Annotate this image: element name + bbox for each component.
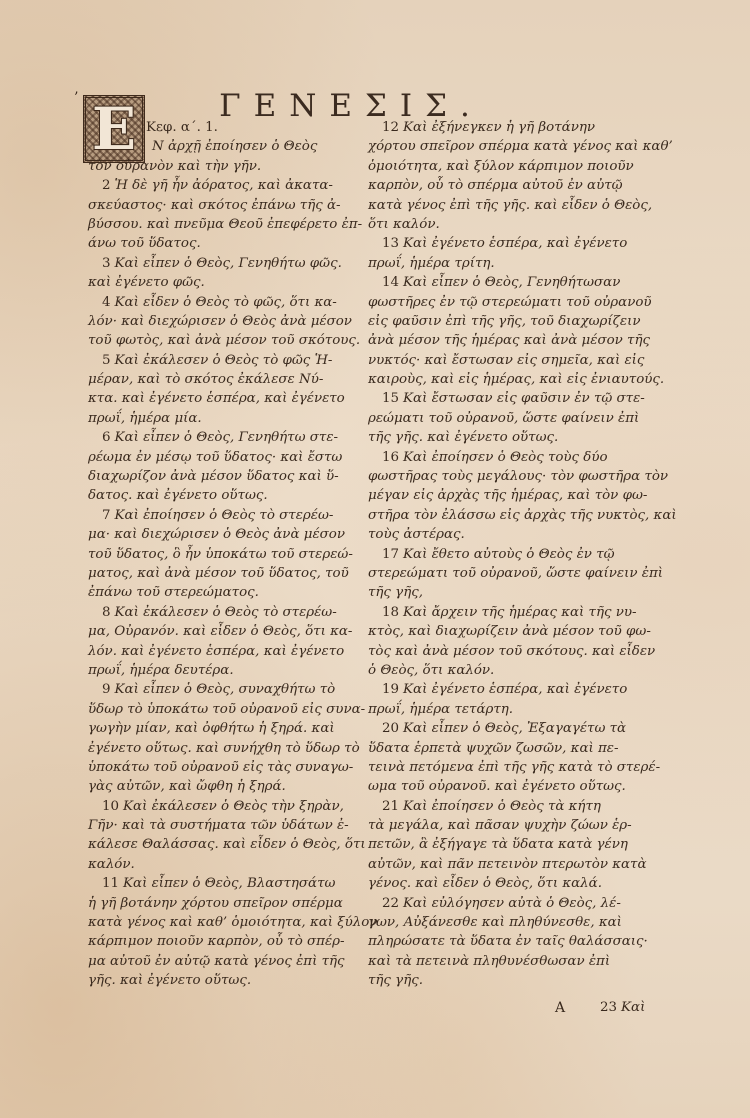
verse-text: Καὶ ἐποίησεν ὁ Θεὸς τοὺς δύο: [403, 449, 608, 465]
verse-number: 17: [382, 546, 400, 562]
verse-text: στερεώματι τοῦ οὐρανοῦ, ὥστε φαίνειν ἐπὶ: [368, 565, 663, 581]
text-line: [88, 603, 368, 622]
verse-text: γωγὴν μίαν, καὶ ὀφθήτω ἡ ξηρά. καὶ: [88, 721, 335, 737]
text-line: [88, 157, 368, 176]
verse-text: Καὶ εἶπεν ὁ Θεὸς, Γενηθήτω στε-: [114, 430, 339, 446]
text-line: [88, 389, 368, 408]
text-line: [88, 700, 368, 719]
text-line: [368, 409, 658, 428]
verse-text: Καὶ ἔθετο αὐτοὺς ὁ Θεὸς ἐν τῷ: [403, 546, 615, 562]
left-column: [88, 120, 378, 991]
text-line: [88, 273, 368, 292]
verse-text: Καὶ ἔστωσαν εἰς φαῦσιν ἐν τῷ στε-: [403, 391, 645, 407]
text-line: [368, 583, 658, 602]
verse-text: τοὺς ἀστέρας.: [368, 527, 465, 543]
text-line: [368, 467, 669, 486]
verse-text: τῆς γῆς.: [368, 973, 423, 989]
text-line: [368, 506, 677, 525]
verse-text: τὸς καὶ ἀνὰ μέσον τοῦ σκότους. καὶ εἶδεν: [368, 643, 656, 659]
verse-text: γὰς αὐτῶν, καὶ ὤφθη ἡ ξηρά.: [88, 779, 286, 795]
verse-text: κάρπιμον ποιοῦν καρπὸν, οὗ τὸ σπέρ-: [88, 934, 345, 950]
text-line: [368, 176, 658, 195]
text-line: [88, 331, 368, 350]
verse-text: ἡ γῆ βοτάνην χόρτου σπεῖρον σπέρμα: [88, 895, 343, 911]
verse-text: Καὶ ἐποίησεν ὁ Θεὸς τὸ στερέω-: [114, 507, 334, 523]
printer-mark: ’: [74, 90, 79, 106]
text-line: [88, 622, 368, 641]
text-line: [88, 312, 368, 331]
text-line: [88, 739, 368, 758]
right-column: [368, 118, 677, 991]
text-line: [368, 700, 658, 719]
verse-text: κτα. καὶ ἐγένετο ἑσπέρα, καὶ ἐγένετο: [88, 391, 345, 407]
text-line: [88, 234, 368, 253]
verse-text: μέγαν εἰς ἀρχὰς τῆς ἡμέρας, καὶ τὸν φω-: [368, 488, 648, 504]
verse-number: 13: [382, 236, 400, 252]
text-line: [88, 506, 368, 525]
chapter-heading: Κεφ. α΄. 1.: [146, 120, 218, 135]
verse-number: 18: [382, 604, 400, 620]
text-line: [88, 952, 368, 971]
text-line: [368, 719, 658, 738]
verse-number: 12: [382, 120, 400, 135]
verse-text: Καὶ ἐκάλεσεν ὁ Θεὸς τὴν ξηρὰν,: [123, 798, 344, 814]
verse-text: στῆρα τὸν ἐλάσσω εἰς ἀρχὰς τῆς νυκτὸς, καὶ: [368, 507, 677, 523]
verse-text: δατος. καὶ ἐγένετο οὕτως.: [88, 488, 268, 504]
verse-number: 3: [102, 255, 111, 271]
text-line: [368, 855, 658, 874]
verse-text: ρεώματι τοῦ οὐρανοῦ, ὥστε φαίνειν ἐπὶ: [368, 410, 640, 426]
verse-text: κτὸς, καὶ διαχωρίζειν ἀνὰ μέσον τοῦ φω-: [368, 624, 651, 640]
text-line: [88, 525, 368, 544]
text-line: [368, 370, 665, 389]
verse-text: γων, Αὐξάνεσθε καὶ πληθύνεσθε, καὶ: [368, 915, 622, 931]
verse-text: Γῆν· καὶ τὰ συστήματα τῶν ὑδάτων ἐ-: [88, 818, 349, 834]
text-line: [368, 642, 658, 661]
text-line: [88, 564, 368, 583]
text-line: [368, 428, 658, 447]
text-line: [88, 816, 368, 835]
text-line: [368, 312, 658, 331]
text-line: [368, 758, 661, 777]
verse-text: μέραν, καὶ τὸ σκότος ἐκάλεσε Νύ-: [88, 372, 324, 388]
verse-text: Καὶ εἶπεν ὁ Θεὸς, συναχθήτω τὸ: [114, 682, 336, 698]
text-line: [88, 642, 368, 661]
verse-text: φωστῆρας τοὺς μεγάλους· τὸν φωστῆρα τὸν: [368, 469, 669, 485]
text-line: [368, 331, 658, 350]
text-line: [88, 176, 368, 195]
right-column-lines: [368, 118, 677, 991]
verse-number: 19: [382, 682, 400, 698]
text-line: [88, 874, 368, 893]
verse-text: γῆς. καὶ ἐγένετο οὕτως.: [88, 973, 252, 989]
verse-text: ὕδωρ τὸ ὑποκάτω τοῦ οὐρανοῦ εἰς συνα-: [88, 701, 366, 717]
verse-text: εἰς φαῦσιν ἐπὶ τῆς γῆς, τοῦ διαχωρίζειν: [368, 313, 641, 329]
verse-text: τῆς γῆς. καὶ ἐγένετο οὕτως.: [368, 430, 559, 446]
text-line: [88, 971, 368, 990]
verse-number: 6: [102, 430, 111, 446]
verse-text: ἐπάνω τοῦ στερεώματος.: [88, 585, 259, 601]
text-line: [368, 215, 658, 234]
verse-text: βύσσου. καὶ πνεῦμα Θεοῦ ἐπεφέρετο ἐπ-: [88, 216, 363, 232]
text-line: [88, 467, 368, 486]
text-line: [368, 564, 663, 583]
text-line: [88, 719, 368, 738]
verse-text: Καὶ εἶπεν ὁ Θεὸς, Γενηθήτω φῶς.: [114, 255, 342, 271]
verse-text: νυκτός· καὶ ἔστωσαν εἰς σημεῖα, καὶ εἰς: [368, 352, 645, 368]
verse-number: 4: [102, 294, 111, 310]
verse-text: ἐγένετο οὕτως. καὶ συνήχθη τὸ ὕδωρ τὸ: [88, 740, 360, 756]
verse-text: Καὶ ἐκάλεσεν ὁ Θεὸς τὸ στερέω-: [114, 604, 337, 620]
verse-text: Καὶ ἐγένετο ἑσπέρα, καὶ ἐγένετο: [403, 682, 628, 698]
text-line: [368, 797, 658, 816]
verse-text: τεινὰ πετόμενα ἐπὶ τῆς γῆς κατὰ τὸ στερέ-: [368, 759, 661, 775]
verse-text: λόν. καὶ ἐγένετο ἑσπέρα, καὶ ἐγένετο: [88, 643, 345, 659]
verse-text: πετῶν, ἃ ἐξήγαγε τὰ ὕδατα κατὰ γένη: [368, 837, 628, 853]
text-line: [88, 758, 368, 777]
verse-text: Καὶ εἶπεν ὁ Θεὸς, Ἐξαγαγέτω τὰ: [403, 721, 627, 737]
verse-text: Ν ἀρχῇ ἐποίησεν ὁ Θεὸς: [152, 139, 318, 155]
verse-number: 11: [102, 876, 120, 892]
verse-number: 7: [102, 507, 111, 523]
text-line: [88, 545, 368, 564]
text-line: [88, 409, 368, 428]
verse-text: σκεύαστος· καὶ σκότος ἐπάνω τῆς ἀ-: [88, 197, 341, 213]
verse-text: ματος, καὶ ἀνὰ μέσον τοῦ ὕδατος, τοῦ: [88, 565, 349, 581]
text-line: [368, 913, 658, 932]
verse-text: τὸν οὐρανὸν καὶ τὴν γῆν.: [88, 158, 262, 174]
verse-text: καὶ ἐγένετο φῶς.: [88, 275, 205, 291]
verse-number: 2: [102, 178, 111, 194]
verse-text: τοῦ ὕδατος, ὃ ἦν ὑποκάτω τοῦ στερεώ-: [88, 546, 353, 562]
verse-text: άνω τοῦ ὕδατος.: [88, 236, 201, 252]
verse-text: Καὶ εἶδεν ὁ Θεὸς τὸ φῶς, ὅτι κα-: [114, 294, 337, 310]
text-line: [368, 273, 658, 292]
verse-text: ωμα τοῦ οὐρανοῦ. καὶ ἐγένετο οὕτως.: [368, 779, 626, 795]
text-line: [368, 254, 658, 273]
verse-number: 5: [102, 352, 111, 368]
text-line: [368, 118, 658, 137]
text-line: [368, 739, 658, 758]
text-line: [88, 370, 368, 389]
verse-text: Καὶ εἶπεν ὁ Θεὸς, Βλαστησάτω: [123, 876, 336, 892]
verse-text: Καὶ ἐκάλεσεν ὁ Θεὸς τὸ φῶς Ἡ-: [114, 352, 333, 368]
text-line: [88, 913, 378, 932]
verse-text: Καὶ ἐγένετο ἑσπέρα, καὶ ἐγένετο: [403, 236, 628, 252]
text-line: [88, 448, 368, 467]
verse-text: ὕδατα ἑρπετὰ ψυχῶν ζωσῶν, καὶ πε-: [368, 740, 619, 756]
verse-number: 15: [382, 391, 400, 407]
text-line: [368, 777, 658, 796]
verse-text: ὑποκάτω τοῦ οὐρανοῦ εἰς τὰς συναγω-: [88, 759, 354, 775]
text-line: [368, 234, 658, 253]
verse-text: μα αὐτοῦ ἐν αὐτῷ κατὰ γένος ἐπὶ τῆς: [88, 953, 345, 969]
text-line: [88, 661, 368, 680]
text-line: [88, 777, 368, 796]
verse-text: ρέωμα ἐν μέσῳ τοῦ ὕδατος· καὶ ἔστω: [88, 449, 343, 465]
verse-text: ὅτι καλόν.: [368, 216, 440, 232]
text-line: [368, 389, 658, 408]
verse-number: 14: [382, 275, 400, 291]
verse-number: 9: [102, 682, 111, 698]
text-line: [88, 855, 368, 874]
text-line: [368, 545, 658, 564]
text-line: [368, 622, 658, 641]
text-line: [88, 894, 368, 913]
verse-text: καιροὺς, καὶ εἰς ἡμέρας, καὶ εἰς ἐνιαυτούς.: [368, 372, 665, 388]
verse-text: ὁμοιότητα, καὶ ξύλον κάρπιμον ποιοῦν: [368, 158, 634, 174]
text-line: [88, 293, 368, 312]
verse-text: λόν· καὶ διεχώρισεν ὁ Θεὸς ἀνὰ μέσον: [88, 313, 352, 329]
verse-text: Καὶ ἐξήνεγκεν ἡ γῆ βοτάνην: [403, 120, 595, 135]
verse-number: 22: [382, 895, 400, 911]
verse-number: 10: [102, 798, 120, 814]
text-line: [368, 816, 658, 835]
verse-text: καρπὸν, οὗ τὸ σπέρμα αὐτοῦ ἐν αὐτῷ: [368, 178, 623, 194]
text-line: [368, 351, 658, 370]
verse-number: 21: [382, 798, 400, 814]
verse-text: πληρώσατε τὰ ὕδατα ἐν ταῖς θαλάσσαις·: [368, 934, 648, 950]
text-line: [88, 428, 368, 447]
catchword-word: Καὶ: [621, 1000, 646, 1015]
text-line: [368, 971, 658, 990]
text-line: [368, 932, 658, 951]
verse-text: ἀνὰ μέσον τῆς ἡμέρας καὶ ἀνὰ μέσον τῆς: [368, 333, 650, 349]
verse-text: διαχωρίζον ἀνὰ μέσον ὕδατος καὶ ὕ-: [88, 469, 339, 485]
verse-text: τὰ μεγάλα, καὶ πᾶσαν ψυχὴν ζώων ἑρ-: [368, 818, 632, 834]
verse-text: κάλεσε Θαλάσσας. καὶ εἶδεν ὁ Θεὸς, ὅτι: [88, 837, 366, 853]
verse-text: πρωΐ, ἡμέρα τρίτη.: [368, 255, 495, 271]
verse-text: Καὶ ἄρχειν τῆς ἡμέρας καὶ τῆς νυ-: [403, 604, 637, 620]
text-line: [88, 351, 368, 370]
verse-text: μα, Οὐρανόν. καὶ εἶδεν ὁ Θεὸς, ὅτι κα-: [88, 624, 353, 640]
verse-text: γένος. καὶ εἶδεν ὁ Θεὸς, ὅτι καλά.: [368, 876, 602, 892]
text-line: [368, 137, 673, 156]
text-line: [88, 932, 368, 951]
text-line: [88, 797, 368, 816]
text-line: [88, 254, 368, 273]
catchword-number: 23: [600, 1000, 618, 1015]
text-line: [368, 661, 658, 680]
text-line: [368, 525, 658, 544]
verse-text: κατὰ γένος καὶ καθ’ ὁμοιότητα, καὶ ξύλον: [88, 915, 378, 931]
running-title: ΓΕΝΕΣΙΣ.: [219, 88, 483, 124]
text-line: [88, 680, 368, 699]
text-line: [88, 486, 368, 505]
text-line: [88, 215, 368, 234]
verse-text: Καὶ εἶπεν ὁ Θεὸς, Γενηθήτωσαν: [403, 275, 621, 291]
left-column-lines: [88, 137, 378, 990]
text-line: [368, 157, 658, 176]
verse-text: τοῦ φωτὸς, καὶ ἀνὰ μέσον τοῦ σκότους.: [88, 333, 361, 349]
verse-text: κατὰ γένος ἐπὶ τῆς γῆς. καὶ εἶδεν ὁ Θεὸς,: [368, 197, 653, 213]
text-line: [368, 448, 658, 467]
verse-number: 8: [102, 604, 111, 620]
signature-mark: A: [555, 1000, 566, 1016]
verse-text: Καὶ εὐλόγησεν αὐτὰ ὁ Θεὸς, λέ-: [403, 895, 621, 911]
text-line: [368, 835, 658, 854]
verse-text: καλόν.: [88, 856, 135, 872]
text-line: [368, 874, 658, 893]
text-line: [368, 293, 658, 312]
verse-text: Καὶ ἐποίησεν ὁ Θεὸς τὰ κήτη: [403, 798, 601, 814]
text-line: [88, 137, 368, 156]
verse-text: πρωΐ, ἡμέρα τετάρτη.: [368, 701, 514, 717]
verse-text: Ἡ δὲ γῆ ἦν ἀόρατος, καὶ ἀκατα-: [114, 178, 333, 194]
text-line: [88, 196, 368, 215]
verse-text: χόρτου σπεῖρον σπέρμα κατὰ γένος καὶ καθ’: [368, 139, 673, 155]
verse-text: καὶ τὰ πετεινὰ πληθυνέσθωσαν ἐπὶ: [368, 953, 611, 969]
text-line: [88, 583, 368, 602]
text-line: [368, 952, 658, 971]
text-line: [368, 486, 658, 505]
catchword: [600, 1000, 645, 1015]
text-line: [368, 680, 658, 699]
verse-text: αὐτῶν, καὶ πᾶν πετεινὸν πτερωτὸν κατὰ: [368, 856, 647, 872]
verse-text: πρωΐ, ἡμέρα δευτέρα.: [88, 662, 234, 678]
text-line: [368, 603, 658, 622]
initial-letter: E: [91, 95, 137, 163]
verse-text: τῆς γῆς,: [368, 585, 423, 601]
text-line: [368, 196, 658, 215]
verse-number: 16: [382, 449, 400, 465]
text-line: [88, 835, 368, 854]
verse-text: φωστῆρες ἐν τῷ στερεώματι τοῦ οὐρανοῦ: [368, 294, 652, 310]
verse-text: πρωΐ, ἡμέρα μία.: [88, 410, 202, 426]
text-line: [368, 894, 658, 913]
verse-number: 20: [382, 721, 400, 737]
verse-text: ὁ Θεὸς, ὅτι καλόν.: [368, 662, 495, 678]
verse-text: μα· καὶ διεχώρισεν ὁ Θεὸς ἀνὰ μέσον: [88, 527, 345, 543]
